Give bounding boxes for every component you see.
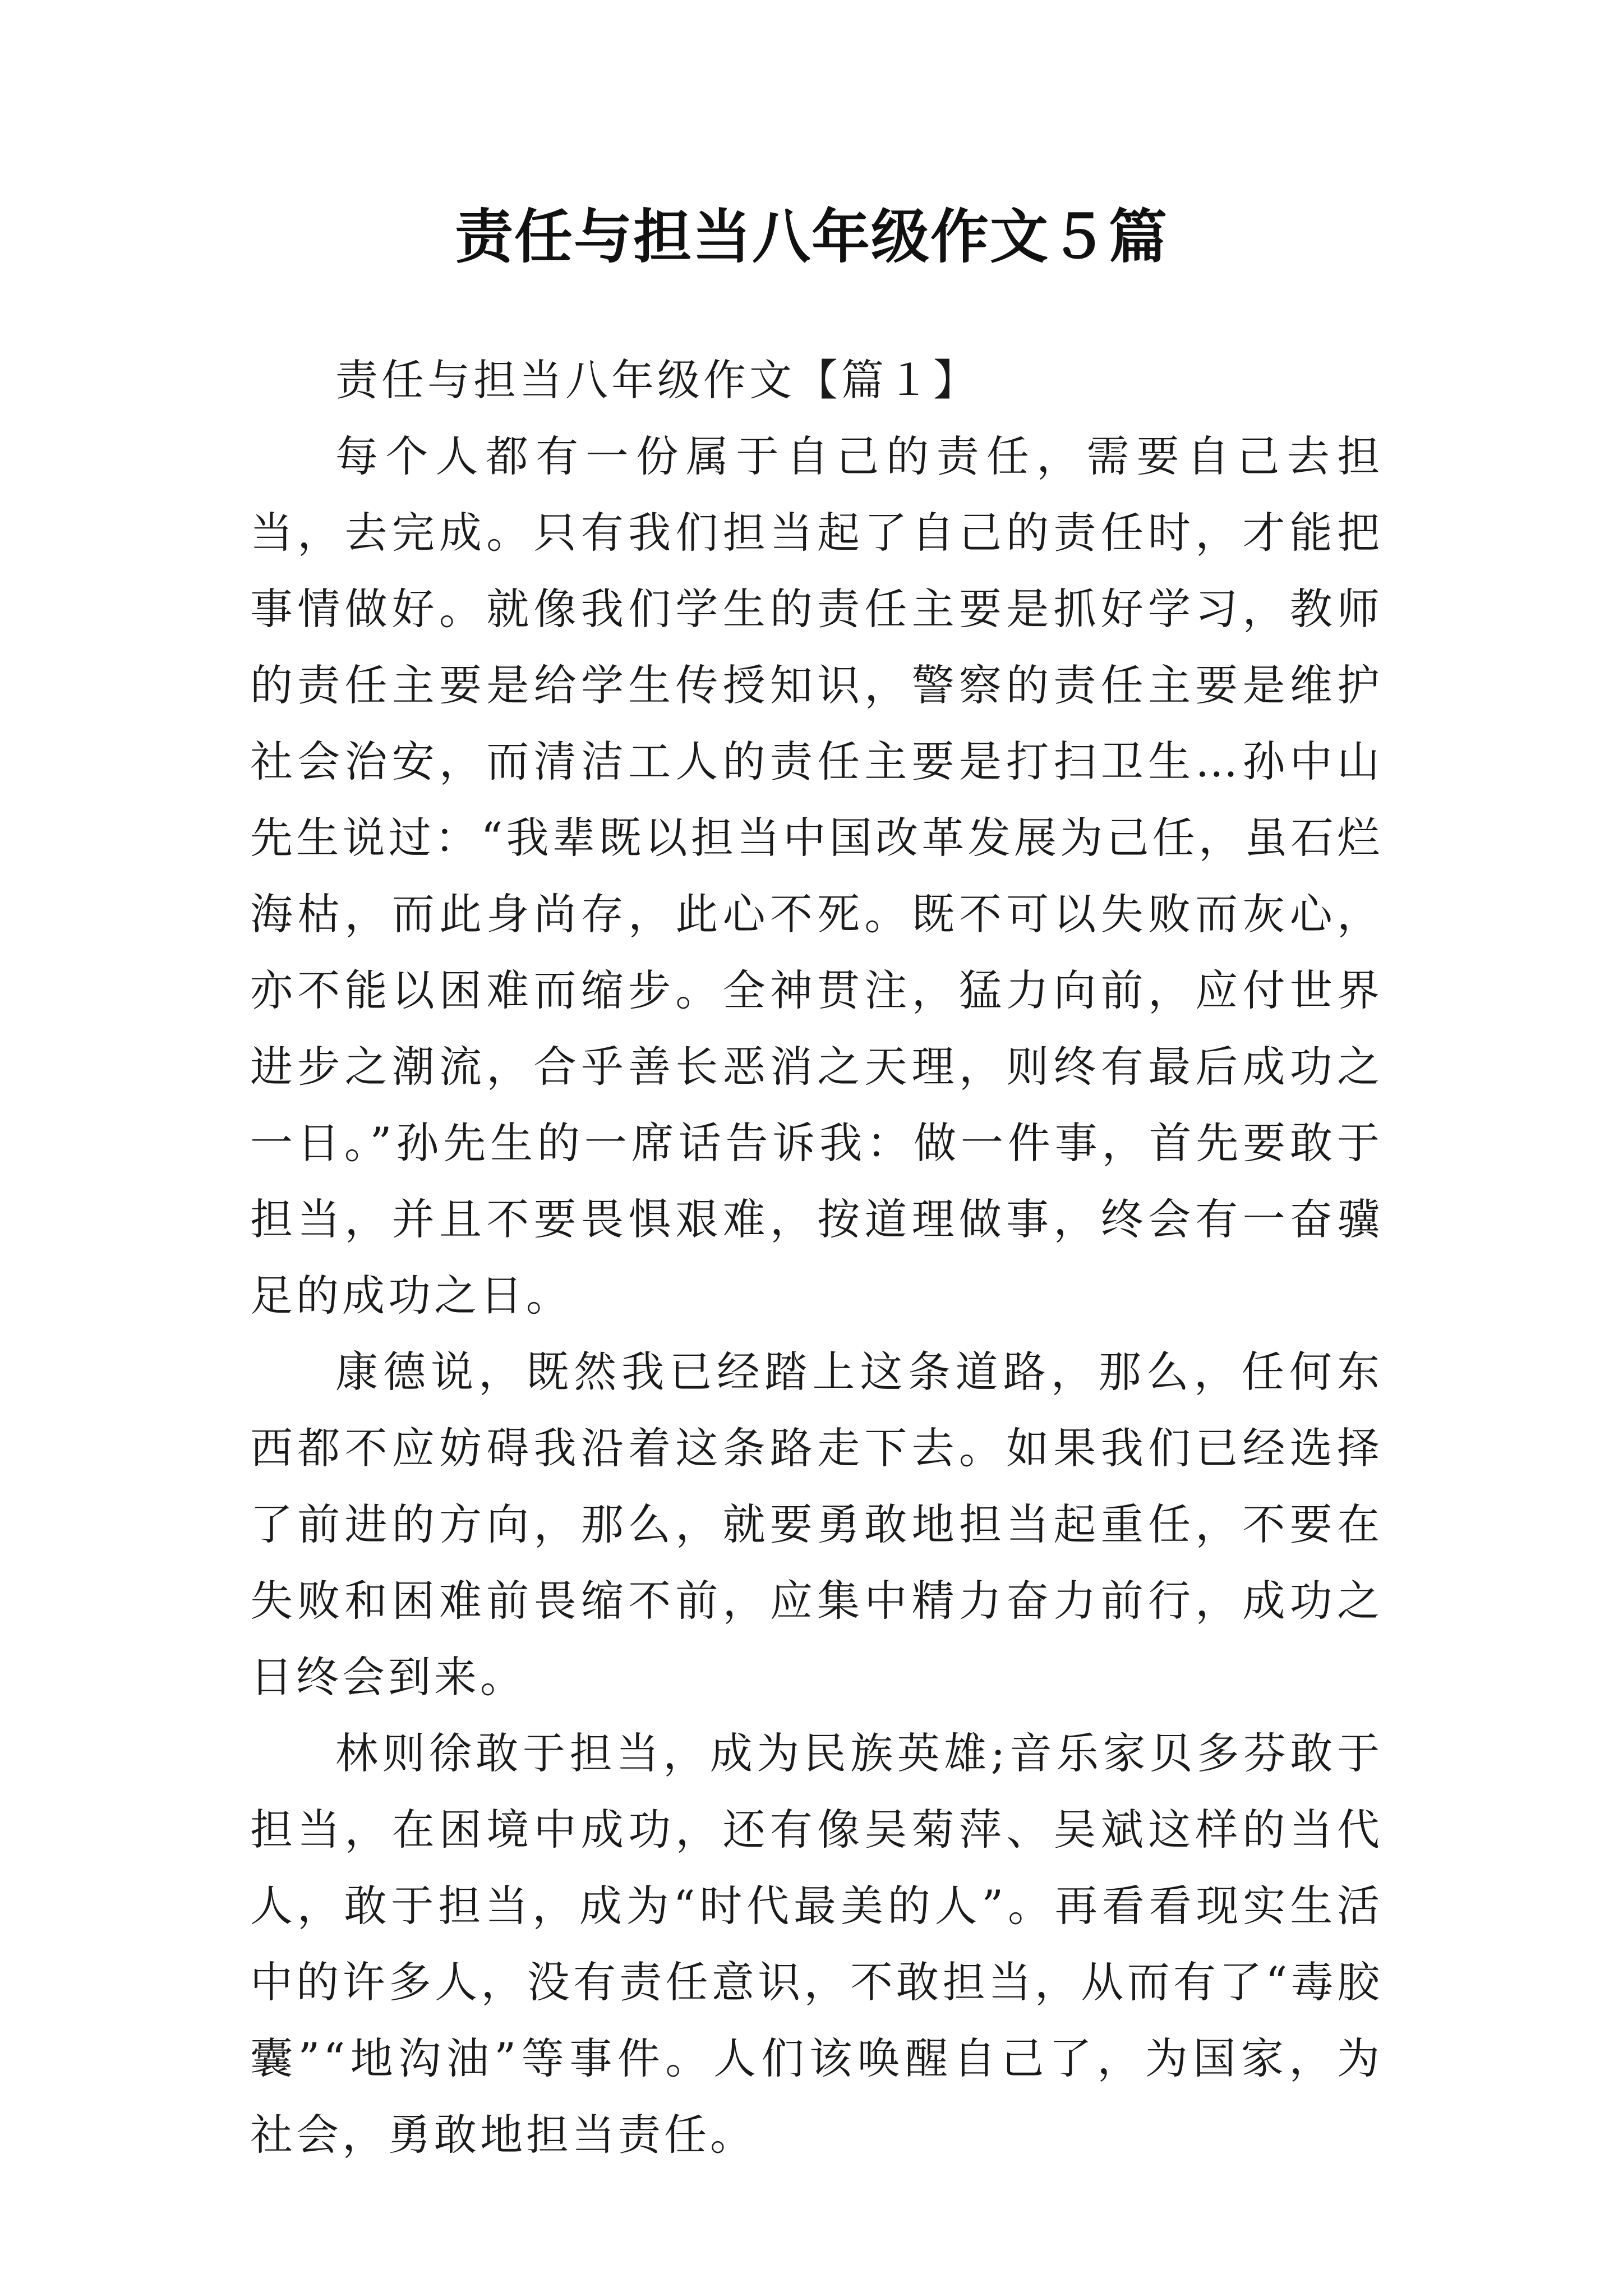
document-title: 责任与担当八年级作文５篇 <box>454 202 1168 271</box>
paragraph: 林则徐敢于担当，成为民族英雄;音乐家贝多芬敢于担当，在困境中成功，还有像吴菊萍、吴斌这样的当代人，敢于担当，成为“时代最美的人”。再看看现实生活中的许多人，没有责任意识，不敢担当，从而有了“毒胶囊”“地沟油”等事件。人们该唤醒自己了，为国家，为社会，勇敢地担当责任。 <box>250 1728 1383 2160</box>
document-body <box>250 342 1383 2173</box>
paragraph: 康德说，既然我已经踏上这条道路，那么，任何东西都不应妨碍我沿着这条路走下去。如果我们已经选择了前进的方向，那么，就要勇敢地担当起重任，不要在失败和困难前畏缩不前，应集中精力奋力前行，成功之日终会到来。 <box>250 1347 1383 1702</box>
section-heading: 责任与担当八年级作文【篇１】 <box>335 355 979 405</box>
paragraph: 每个人都有一份属于自己的责任，需要自己去担当，去完成。只有我们担当起了自己的责任时，才能把事情做好。就像我们学生的责任主要是抓好学习，教师的责任主要是给学生传授知识，警察的责任主要是维护社会治安，而清洁工人的责任主要是打扫卫生…孙中山先生说过：“我辈既以担当中国改革发展为己任，虽石烂海枯，而此身尚存，此心不死。既不可以失败而灰心，亦不能以困难而缩步。全神贯注，猛力向前，应付世界进步之潮流，合乎善长恶消之天理，则终有最后成功之一日。”孙先生的一席话告诉我：做一件事，首先要敢于担当，并且不要畏惧艰难，按道理做事，终会有一奋骥足的成功之日。 <box>250 431 1383 1320</box>
